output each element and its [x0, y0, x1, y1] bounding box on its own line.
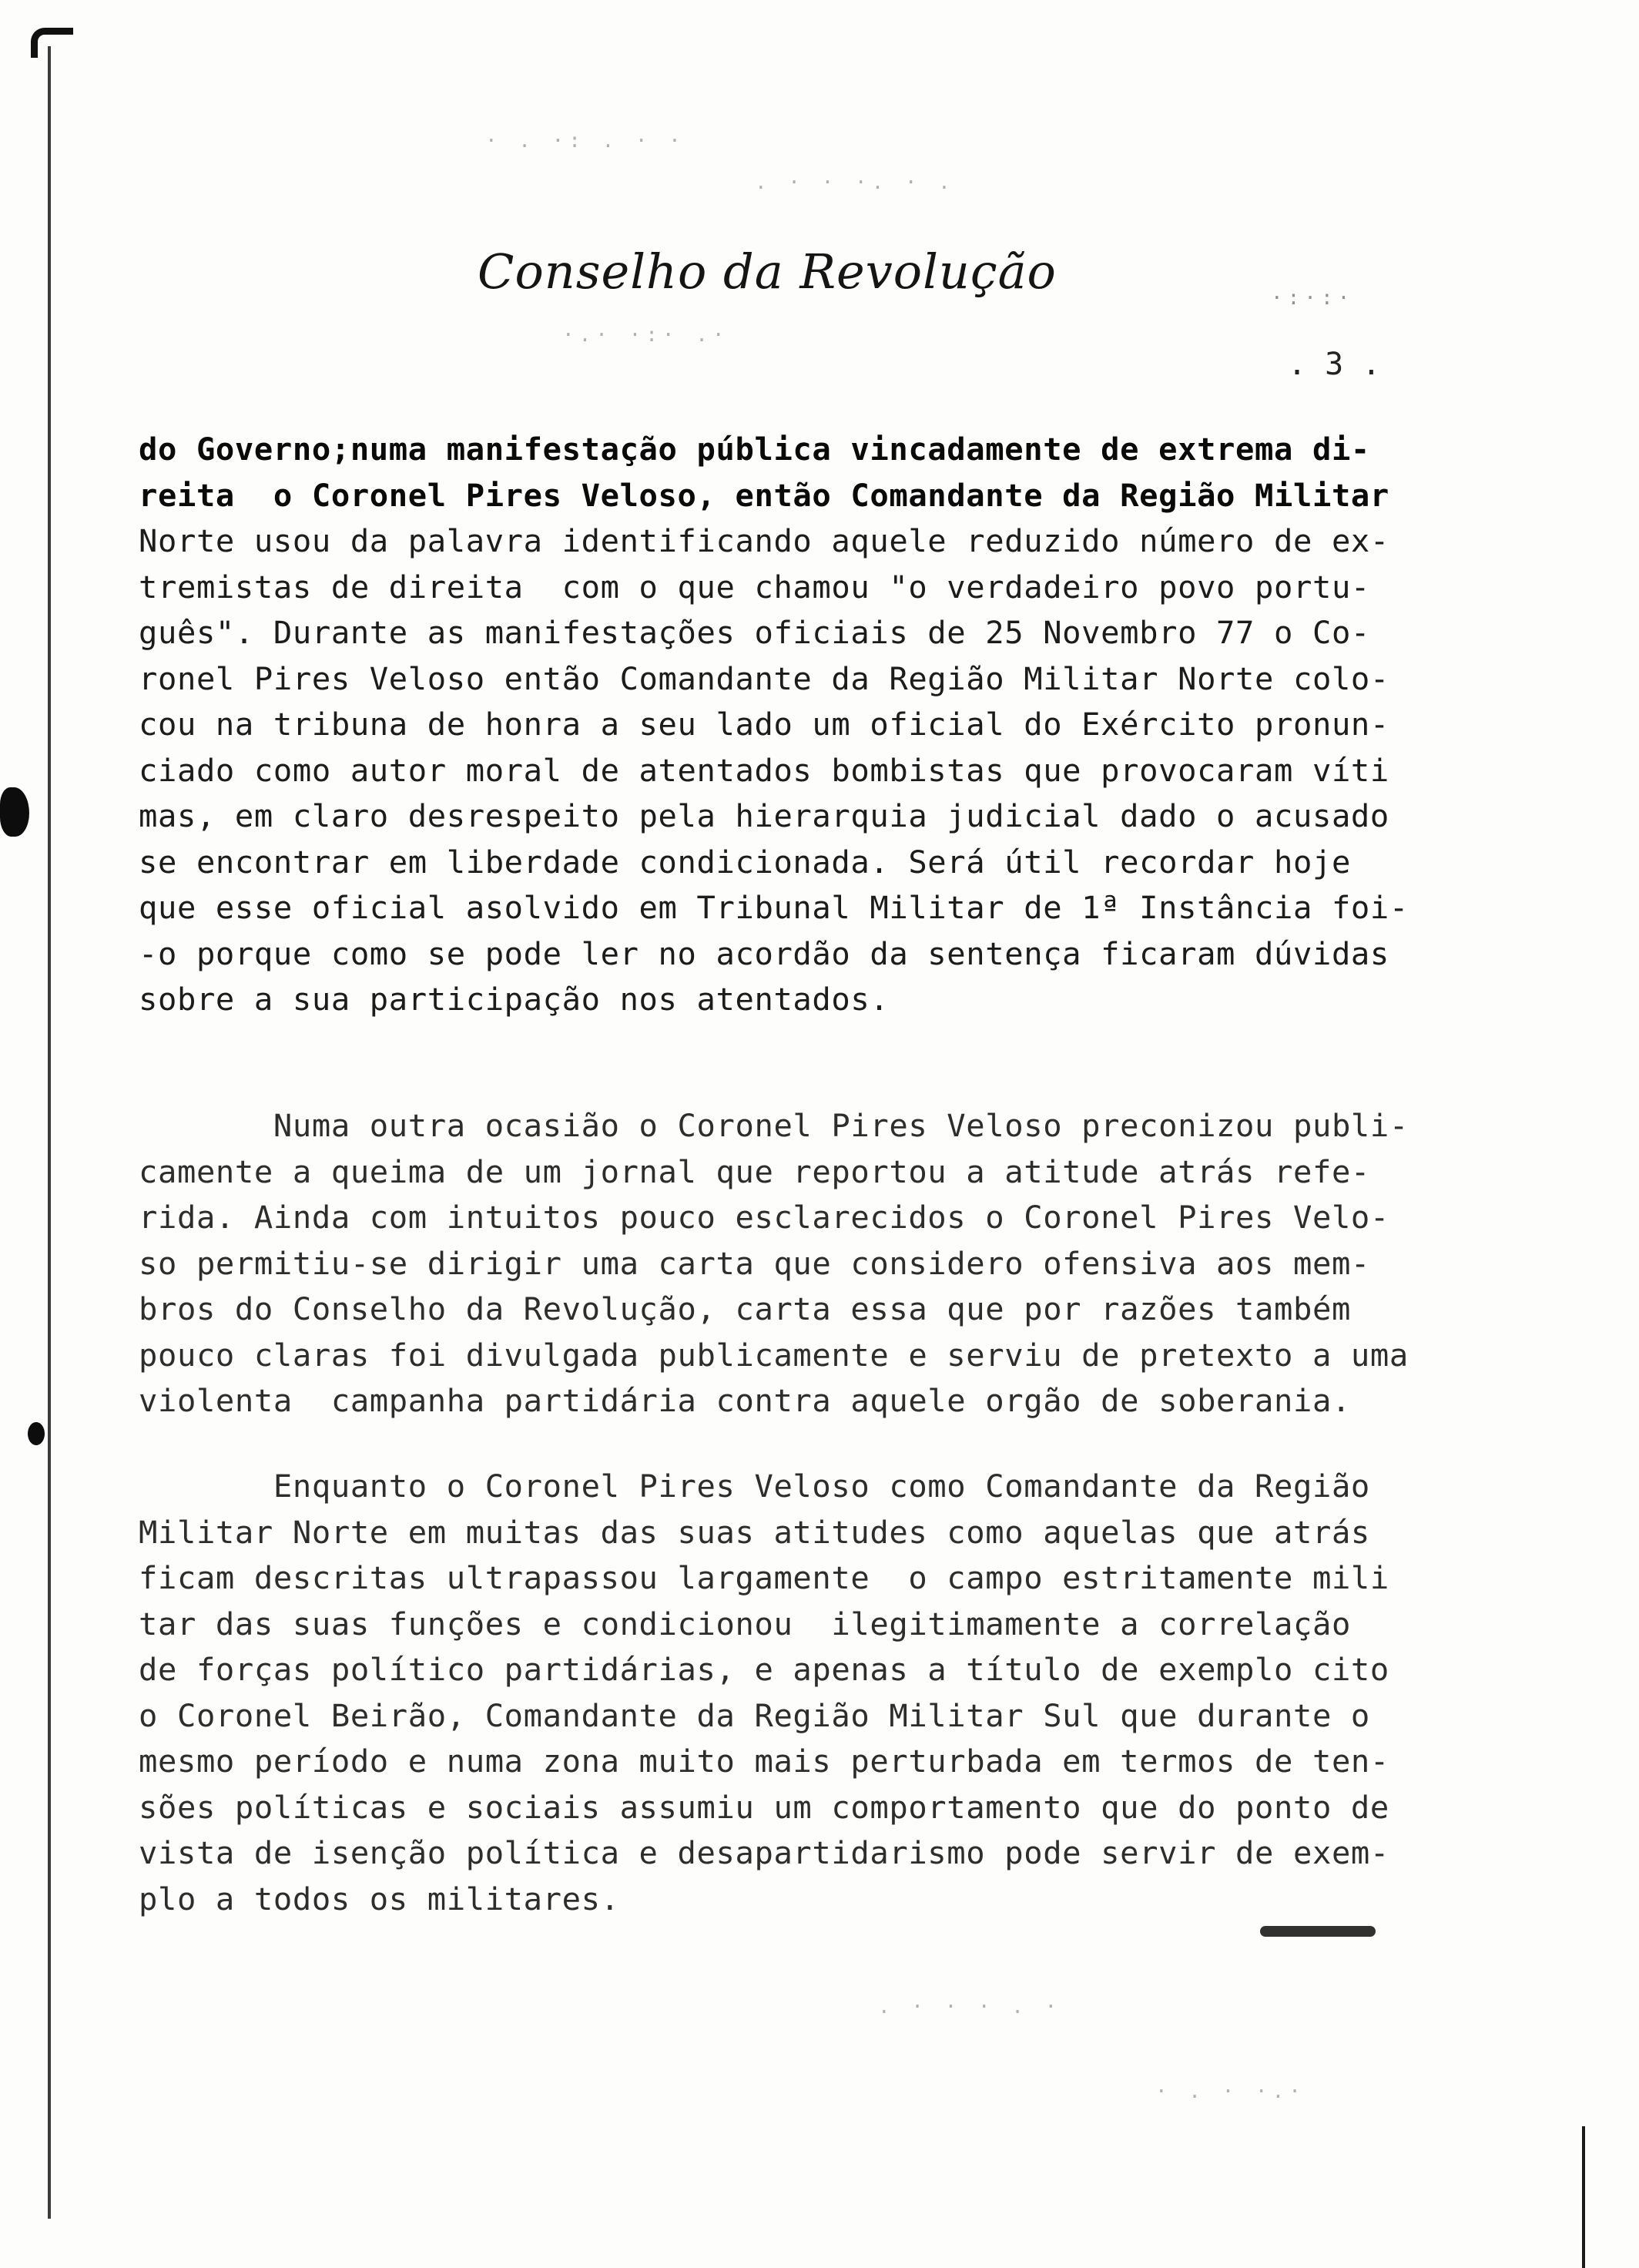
text-line: camente a queima de um jornal que reportou a atitude atrás refe-	[139, 1152, 1370, 1190]
text-line: Numa outra ocasião o Coronel Pires Veloso preconizou publi-	[139, 1107, 1409, 1144]
text-line: rida. Ainda com intuitos pouco esclarecidos o Coronel Pires Velo-	[139, 1199, 1389, 1236]
scan-speckle: · . · ·.·	[1155, 2080, 1306, 2103]
text-line: cou na tribuna de honra a seu lado um oficial do Exército pronun-	[139, 706, 1389, 743]
scan-edge-line-left	[48, 46, 51, 2219]
ink-blot	[0, 787, 29, 837]
text-line: se encontrar em liberdade condicionada. Será útil recordar hoje	[139, 843, 1351, 881]
text-line: de forças político partidárias, e apenas a título de exemplo cito	[139, 1651, 1389, 1688]
text-line: ciado como autor moral de atentados bombistas que provocaram víti	[139, 751, 1389, 789]
text-line: -o porque como se pode ler no acordão da sentença ficaram dúvidas	[139, 934, 1389, 972]
text-line: plo a todos os militares.	[139, 1880, 620, 1917]
text-line: ficam descritas ultrapassou largamente o campo estritamente mili	[139, 1559, 1389, 1596]
text-line: vista de isenção política e desapartidarismo pode servir de exem-	[139, 1834, 1389, 1871]
letterhead-title: Conselho da Revolução	[478, 243, 1057, 300]
page-number: . 3 .	[1288, 347, 1381, 382]
text-line: sões políticas e sociais assumiu um comportamento que do ponto de	[139, 1788, 1389, 1826]
paragraph-1	[139, 427, 1433, 1023]
text-line: tremistas de direita com o que chamou "o verdadeiro povo portu-	[139, 568, 1370, 606]
scan-speckle: · . ·: . · ·	[485, 129, 685, 153]
scan-corner-mark	[31, 28, 73, 58]
text-line: so permitiu-se dirigir uma carta que considero ofensiva aos mem-	[139, 1244, 1370, 1282]
text-line: ronel Pires Veloso então Comandante da Região Militar Norte colo-	[139, 659, 1389, 697]
scan-speckle: . · · · . ·	[878, 1995, 1062, 2018]
ink-blot	[1260, 1926, 1376, 1937]
text-line: sobre a sua participação nos atentados.	[139, 981, 890, 1018]
paragraph-3	[139, 1464, 1433, 1922]
text-line: o Coronel Beirão, Comandante da Região Militar Sul que durante o	[139, 1696, 1370, 1734]
paragraph-2	[139, 1103, 1433, 1424]
text-line: Enquanto o Coronel Pires Veloso como Comandante da Região	[139, 1468, 1370, 1505]
text-line: que esse oficial asolvido em Tribunal Militar de 1ª Instância foi-	[139, 889, 1409, 926]
text-line: bros do Conselho da Revolução, carta essa que por razões também	[139, 1290, 1351, 1327]
text-line: do Governo;numa manifestação pública vincadamente de extrema di-	[139, 431, 1370, 468]
scan-speckle: ·.· ·:· .·	[562, 324, 729, 347]
text-line: reita o Coronel Pires Veloso, então Comandante da Região Militar	[139, 476, 1389, 514]
text-line: mas, em claro desrespeito pela hierarquia judicial dado o acusado	[139, 797, 1389, 834]
text-line: tar das suas funções e condicionou ilegitimamente a correlação	[139, 1605, 1351, 1642]
text-line: guês". Durante as manifestações oficiais de 25 Novembro 77 o Co-	[139, 614, 1370, 651]
scan-speckle: ·:·:·	[1271, 287, 1355, 310]
scan-edge-line-right	[1582, 2126, 1585, 2268]
scan-speckle: . · · ·. · .	[755, 171, 955, 194]
ink-blot	[28, 1422, 45, 1445]
text-line: violenta campanha partidária contra aquele orgão de soberania.	[139, 1382, 1351, 1419]
text-line: Militar Norte em muitas das suas atitudes como aquelas que atrás	[139, 1513, 1370, 1551]
text-line: Norte usou da palavra identificando aquele reduzido número de ex-	[139, 522, 1389, 559]
text-line: mesmo período e numa zona muito mais perturbada em termos de ten-	[139, 1743, 1389, 1780]
text-line: pouco claras foi divulgada publicamente e serviu de pretexto a uma	[139, 1336, 1409, 1374]
